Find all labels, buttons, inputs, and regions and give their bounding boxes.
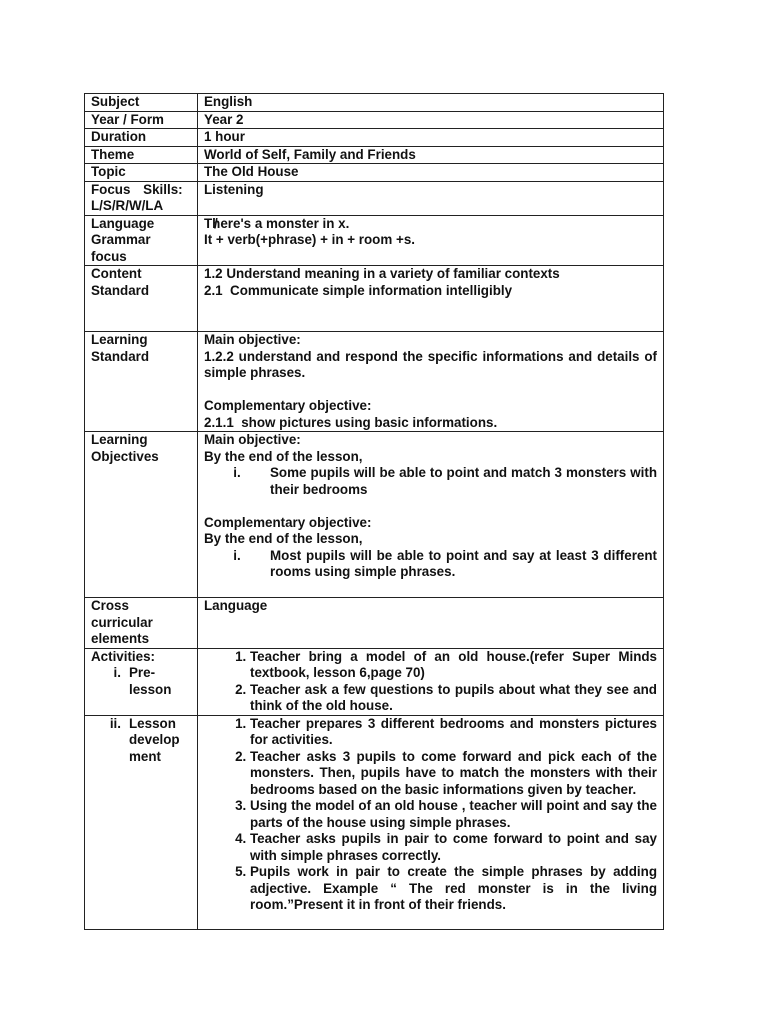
value-grammar-focus [198,215,664,266]
label-grammar-a: Language / [91,215,218,231]
value-focus-skills: Listening [198,181,664,215]
label-activities: Activities: [91,648,155,664]
pre-lesson-list [204,649,657,715]
lo-comp-heading: Complementary objective: [204,514,372,530]
label-lo-b: Objectives [91,448,159,464]
lo-comp-intro: By the end of the lesson, [204,531,363,546]
value-theme: World of Self, Family and Friends [198,146,664,164]
label-topic: Topic [85,164,198,182]
dev-c: ment [129,748,161,764]
lo-main-intro: By the end of the lesson, [204,448,363,464]
label-grammar-focus [85,215,218,266]
value-cross-curricular: Language [198,598,664,649]
label-content-standard [85,266,198,332]
pre-a: Pre- [129,665,156,680]
content-line-1: 1.2 Understand meaning in a variety of familiar contexts [204,266,560,281]
label-cross-a: Cross [91,598,129,613]
label-lesson-development [91,716,191,766]
label-activities-pre [85,648,198,715]
list-item: 5. Pupils work in pair to create the simple phrases by adding adjective. Example “ The red monster is in the living room.”Present it in front of their friends. [250,864,657,914]
lo-comp-text: Most pupils will be able to point and say at least 3 different rooms using simple phrases. [270,547,657,579]
label-pre-lesson [91,665,191,698]
label-subject: Subject [85,94,198,112]
value-learning-standard [198,332,664,432]
row-theme [85,146,664,164]
label-learning-standard [85,332,198,432]
dev-b: develop [129,732,180,747]
label-ls-b: Standard [91,348,150,364]
value-activities-dev [198,715,664,929]
list-item: 1. Teacher bring a model of an old house.(refer Super Minds textbook, lesson 6,page 70) [250,649,657,682]
label-focus-skills [85,181,198,215]
lo-main-heading: Main objective: [204,432,301,447]
ls-main-heading: Main objective: [204,332,301,347]
row-year [85,111,664,129]
list-item: 3. Using the model of an old house , teacher will point and say the parts of the house using simple phrases. [250,798,657,831]
value-subject: English [198,94,664,112]
label-year: Year / Form [85,111,198,129]
dev-a: Lesson [129,715,176,731]
label-focus-b: L/S/R/W/LA [91,198,164,213]
row-learning-objectives [85,432,664,598]
lesson-plan [84,93,664,930]
list-item: 2. Teacher ask a few questions to pupils about what they see and think of the old house. [250,682,657,715]
label-duration: Duration [85,129,198,147]
row-subject [85,94,664,112]
lo-main-text: Some pupils will be able to point and match 3 monsters with their bedrooms [270,465,657,497]
label-grammar-c: focus [91,248,127,264]
pre-num: i. [113,665,121,680]
value-year: Year 2 [198,111,664,129]
lo-comp-num: i. [233,547,241,563]
list-item: 4. Teacher asks pupils in pair to come forward to point and say with simple phrases correctly. [250,831,657,864]
lo-comp-item [204,548,657,581]
value-duration: 1 hour [198,129,664,147]
label-learning-objectives [85,432,198,598]
lesson-plan-table [84,93,664,930]
label-content-b: Standard [91,282,150,298]
development-list [204,716,657,914]
ls-comp-heading: Complementary objective: [204,398,372,413]
content-line-2: 2.1 Communicate simple information intelligibly [204,282,513,298]
row-activities-development [85,715,664,929]
value-learning-objectives [198,432,664,598]
pre-b: lesson [129,681,172,697]
list-item: 2. Teacher asks 3 pupils to come forward and pick each of the monsters. Then, pupils have to match the monsters with their bedrooms based on the basic informations given by teacher. [250,749,657,799]
value-content-standard [198,266,664,332]
row-content-standard [85,266,664,332]
label-content-a: Content [91,266,142,281]
ls-main-text: 1.2.2 understand and respond the specific informations and details of simple phrases. [204,348,657,380]
label-ls-a: Learning [91,332,148,347]
label-lo-a: Learning [91,432,148,447]
label-cross-curricular [85,598,198,649]
row-grammar-focus [85,215,664,266]
row-learning-standard [85,332,664,432]
row-focus-skills [85,181,664,215]
label-focus-a: Focus Skills: [91,181,183,197]
label-theme: Theme [85,146,198,164]
row-cross-curricular [85,598,664,649]
row-topic [85,164,664,182]
label-grammar-b: Grammar [91,232,151,247]
value-topic: The Old House [198,164,664,182]
lo-main-num: i. [233,465,241,480]
grammar-line-1: There's a monster in x. [204,215,350,231]
lo-main-item [204,465,657,498]
list-item: 1. Teacher prepares 3 different bedrooms and monsters pictures for activities. [250,716,657,749]
label-cross-c: elements [91,631,150,646]
row-activities-pre-lesson [85,648,664,715]
label-cross-b: curricular [91,614,153,630]
ls-comp-text: 2.1.1 show pictures using basic informations. [204,414,498,430]
row-duration [85,129,664,147]
value-activities-pre [198,648,664,715]
grammar-line-2: It + verb(+phrase) + in + room +s. [204,232,415,247]
label-activities-dev [85,715,198,929]
dev-num: ii. [109,715,121,731]
